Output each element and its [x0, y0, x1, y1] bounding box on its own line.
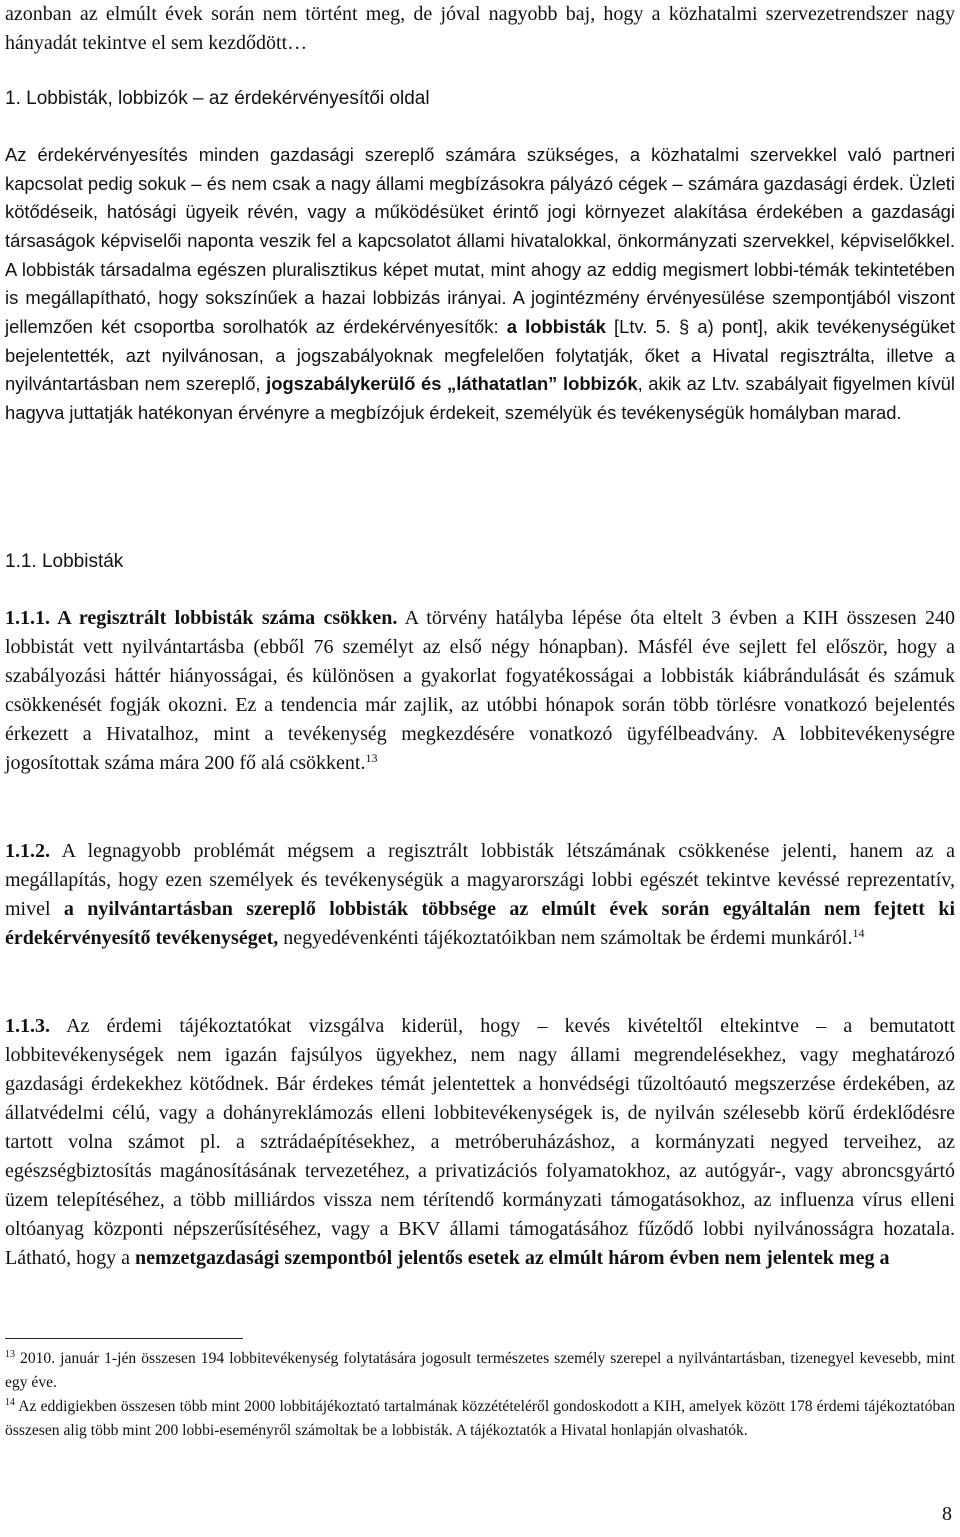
intro-text: azonban az elmúlt évek során nem történt meg, de jóval nagyobb baj, hogy a közhatalmi szervezetrendszer nagy hányadát tekintve el sem kezdődött… — [5, 3, 955, 54]
paragraph-text: Az érdekérvényesítés minden gazdasági szereplő számára szükséges, a közhatalmi szervekkel való partneri kapcsolat pedig sokuk – és nem csak a nagy állami megbízásokra pályázó cégek – számára gazdasági érdek. Üzleti kötődéseik, hatósági ügyeik révén, vagy a működésüket érintő jogi környezet alakítása érdekében a gazdasági társaságok képviselői naponta veszik fel a kapcsolatot állami hivatalokkal, önkormányzati szervekkel, képviselőkkel. A lobbisták társadalma egészen pluralisztikus képet mutat, mint ahogy az eddig megismert lobbi-témák tekintetében is megállapítható, hogy sokszínűek a hazai lobbizás irányai. A jogintézmény érvényesülése szempontjából viszont jellemzően két csoportba sorolhatók az érdekérvényesítők: — [5, 144, 955, 338]
footnote-13 — [5, 1347, 955, 1395]
paragraph-text: [Ltv. 5. § a) pont], akik tevékenységüket bejelentették, azt nyilvánosan, a jogszabályoknak megfelelően folytatják, őket a Hivatal regisztrálta, illetve a nyilvántartásban nem szereplő, — [5, 316, 955, 395]
section-heading: 1. Lobbisták, lobbizók – az érdekérvényesítői oldal — [5, 88, 430, 109]
footnote-number: 13 — [5, 1349, 15, 1360]
footnote-separator — [5, 1338, 243, 1339]
paragraph-heading: 1.1.2. — [5, 840, 50, 862]
paragraph-heading: 1.1.1. A regisztrált lobbisták száma csökken. — [5, 607, 398, 629]
paragraph-text: , akik az Ltv. szabályait figyelmen kívül hagyva juttatják hatékonyan érvényre a megbízójuk érdekeit, személyük és tevékenységük homályban marad. — [5, 373, 955, 424]
footnote-text: 2010. január 1-jén összesen 194 lobbitevékenység folytatására jogosult természetes személy szerepel a nyilvántartásban, tizenegyel kevesebb, mint egy éve. — [5, 1350, 955, 1391]
footnote-ref-14[interactable]: 14 — [852, 926, 865, 940]
paragraph-heading: 1.1.3. — [5, 1015, 50, 1037]
footnote-number: 14 — [5, 1397, 15, 1408]
page-number: 8 — [942, 1503, 952, 1525]
paragraph-1-1-3 — [5, 1012, 955, 1273]
paragraph-text: Az érdemi tájékoztatókat vizsgálva kiderül, hogy – kevés kivételtől eltekintve – a bemutatott lobbitevékenységek nem igazán fajsúlyos ügyekhez, nem nagy állami megrendelésekhez, vagy meghatározó gazdasági érdekekhez kötődnek. Bár érdekes témát jelentettek a honvédségi tűzoltóautó megszerzése érdekében, az állatvédelmi célú, vagy a dohányreklámozás elleni lobbitevékenységek is, de nyilván szélesebb körű érdeklődésre tartott volna számot pl. a sztrádaépítésekhez, a metróberuházáshoz, a kormányzati negyed terveihez, az egészségbiztosítás magánosításának tervezetéhez, a privatizációs folyamatokhoz, az autógyár-, vagy abroncsgyártó üzem telepítéséhez, a több milliárdos vissza nem térítendő kormányzati támogatásokhoz, az influenza vírus elleni oltóanyag központi népszerűsítéséhez, vagy a BKV állami támogatásához fűződő lobbi nyilvánosságra hozatala. Látható, hogy a — [5, 1015, 955, 1269]
footnote-ref-13[interactable]: 13 — [365, 751, 378, 765]
bold-term-invisible-lobbyists: jogszabálykerülő és „láthatatlan” lobbizók — [266, 373, 638, 395]
paragraph-text: A legnagyobb problémát mégsem a regisztrált lobbisták létszámának csökkenése jelenti, hanem az a megállapítás, hogy ezen személyek és tevékenységük a magyarországi lobbi egészét tekintve kevéssé reprezentatív, mivel — [5, 840, 955, 920]
bold-statement: a nyilvántartásban szereplő lobbisták többsége az elmúlt évek során egyáltalán nem fejtett ki érdekérvényesítő tevékenységet, — [5, 898, 956, 949]
paragraph-lobbyists-overview — [5, 141, 955, 428]
footnote-14 — [5, 1395, 955, 1443]
paragraph-text: A törvény hatályba lépése óta eltelt 3 évben a KIH összesen 240 lobbistát vett nyilvántartásba (ebből 76 személyt az első négy hónapban). Másfél éve sejlett fel először, hogy a szabályozási háttér hiányosságai, és különösen a gyakorlat fogyatékosságai a lobbisták kiábrándulását és számuk csökkenését fogják okozni. Ez a tendencia már zajlik, az utóbbi hónapok során több törlésre vonatkozó bejelentés érkezett a Hivatalhoz, mint a tevékenység megkezdésére vonatkozó ügyfélbeadvány. A lobbitevékenységre jogosítottak száma mára 200 fő alá csökkent. — [5, 607, 955, 774]
subsection-heading: 1.1. Lobbisták — [5, 551, 124, 572]
footnote-text: Az eddigiekben összesen több mint 2000 lobbitájékoztató tartalmának közzétételéről gondoskodott a KIH, amelyek között 178 érdemi tájékoztatóban összesen alig több mint 200 lobbi-eseményről számoltak be a lobbisták. A tájékoztatók a Hivatal honlapján olvashatók. — [5, 1398, 955, 1439]
paragraph-text: negyedévenkénti tájékoztatóikban nem számoltak be érdemi munkáról. — [278, 927, 853, 949]
paragraph-1-1-1 — [5, 604, 955, 778]
bold-term-lobbyists: a lobbisták — [506, 316, 606, 338]
paragraph-1-1-2 — [5, 837, 955, 953]
bold-statement: nemzetgazdasági szempontból jelentős esetek az elmúlt három évben nem jelentek meg a — [134, 1247, 890, 1269]
intro-paragraph — [5, 0, 955, 58]
